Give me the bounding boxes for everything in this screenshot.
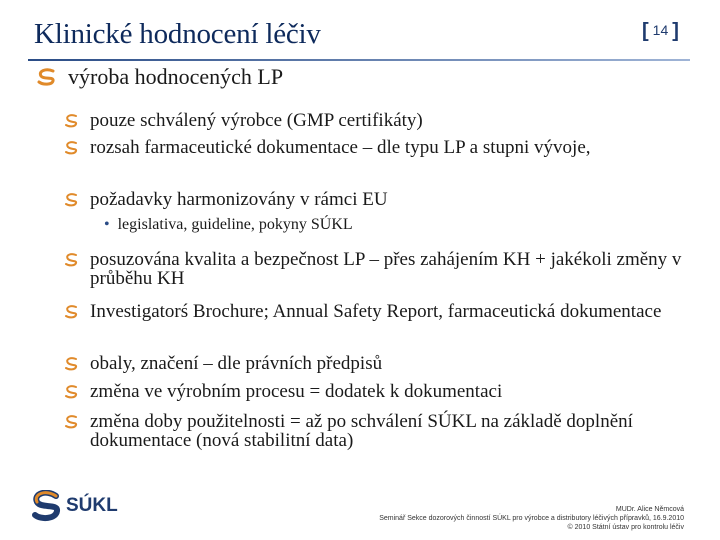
- list-item-text: požadavky harmonizovány v rámci EU: [90, 189, 388, 210]
- heading-text: výroba hodnocených LP: [68, 64, 284, 89]
- list-item: [62, 111, 702, 130]
- swoosh-bullet-icon: [64, 114, 80, 128]
- title-divider: [28, 59, 690, 61]
- list-item-text: posuzována kvalita a bezpečnost LP – přes zahájením KH + jakékoli změny v průběhu KH: [90, 249, 682, 289]
- swoosh-bullet-icon: [64, 385, 80, 399]
- list-item: [62, 190, 702, 209]
- swoosh-bullet-icon: [64, 305, 80, 319]
- list-item: [62, 138, 662, 157]
- list-item: [62, 302, 702, 321]
- list-item-text: Investigatorś Brochure; Annual Safety Report, farmaceutická dokumentace: [90, 301, 662, 322]
- footer-author: MUDr. Alice Němcová: [615, 506, 684, 513]
- list-item-text: změna ve výrobním procesu = dodatek k dokumentaci: [90, 381, 503, 402]
- swoosh-bullet-icon: [64, 415, 80, 429]
- page-number-value: 14: [652, 22, 669, 38]
- sub-list-item-text: legislativa, guideline, pokyny SÚKL: [117, 216, 353, 233]
- sukl-logo: [30, 490, 140, 524]
- dot-bullet-icon: •: [104, 216, 110, 233]
- list-item-text: obaly, značení – dle právních předpisů: [90, 353, 383, 374]
- list-item-text: změna doby použitelnosti = až po schválení SÚKL na základě doplnění dokumentace (nová stabilitní data): [90, 411, 633, 451]
- swoosh-bullet-icon: [64, 193, 80, 207]
- logo-text: SÚKL: [66, 495, 118, 516]
- orange-swoosh-icon: [36, 68, 58, 86]
- list-item-text: rozsah farmaceutické dokumentace – dle typu LP a stupni vývoje,: [90, 137, 591, 158]
- footer-event: Seminář Sekce dozorových činností SÚKL pro výrobce a distributory léčivých přípravků, 16.9.2010: [379, 515, 684, 522]
- swoosh-bullet-icon: [64, 253, 80, 267]
- swoosh-bullet-icon: [64, 141, 80, 155]
- page-number: [ 14 ]: [642, 20, 679, 42]
- footer-copyright: © 2010 Státní ústav pro kontrolu léčiv: [567, 524, 684, 531]
- list-item: [62, 382, 702, 401]
- swoosh-bullet-icon: [64, 357, 80, 371]
- sukl-logo-icon: [30, 490, 64, 522]
- footer: [379, 505, 684, 532]
- list-item: [62, 354, 702, 373]
- list-item: [62, 412, 662, 450]
- slide-title: Klinické hodnocení léčiv: [34, 18, 321, 50]
- list-item-text: pouze schválený výrobce (GMP certifikáty): [90, 110, 423, 131]
- sub-list-item: [104, 216, 353, 234]
- list-item: [62, 250, 682, 288]
